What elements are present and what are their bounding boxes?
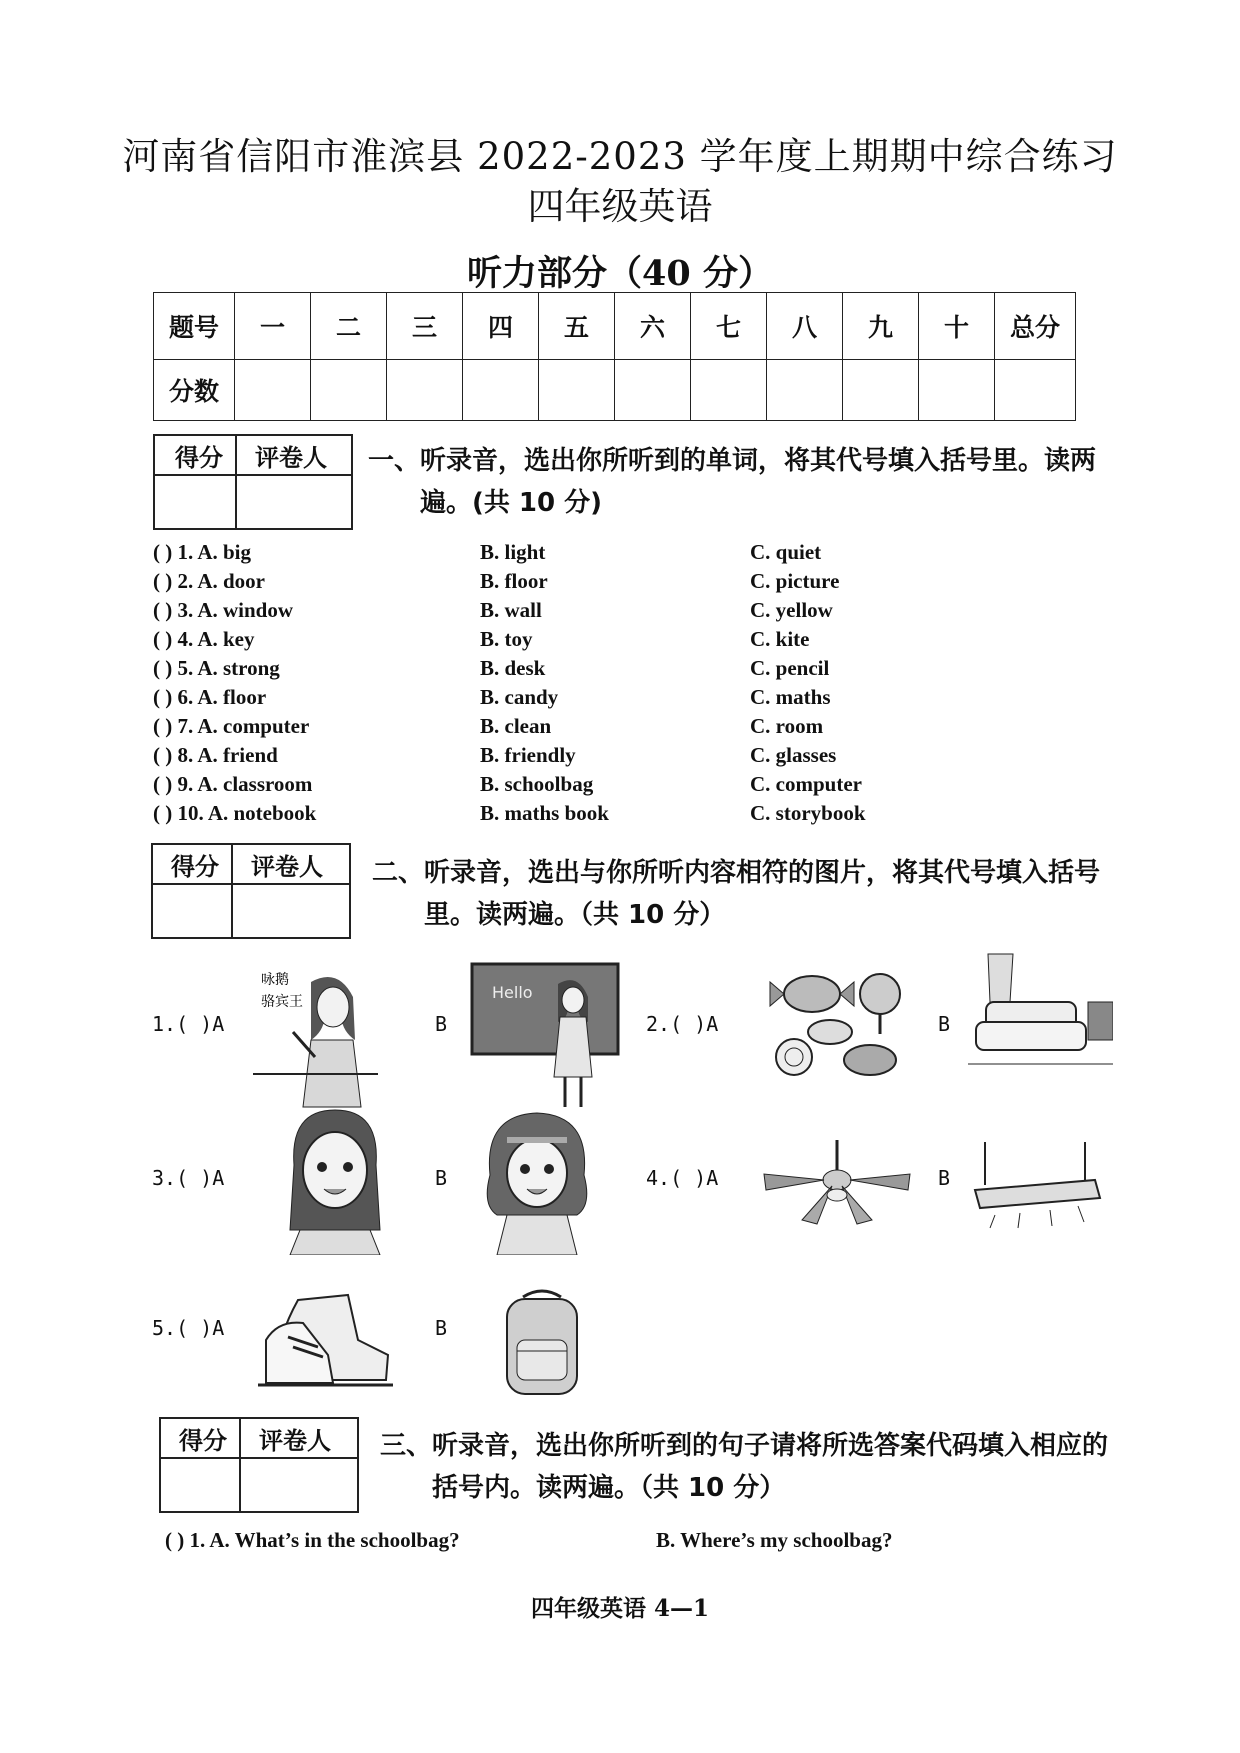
- question-1-option-c[interactable]: C. quiet: [750, 540, 822, 564]
- score-label: 得分: [175, 444, 223, 472]
- score-input-cell[interactable]: [691, 360, 767, 421]
- grader-label: 评卷人: [255, 444, 327, 472]
- question-9-option-c[interactable]: C. computer: [750, 772, 862, 796]
- score-input-cell[interactable]: [311, 360, 387, 421]
- living-room-sofa-picture[interactable]: [968, 952, 1113, 1077]
- blackboard-text: Hello: [492, 983, 533, 1002]
- score-cell: 一: [235, 293, 311, 360]
- section2-score-box: [151, 843, 351, 939]
- score-row-label: 分数: [154, 360, 235, 421]
- score-label: 得分: [179, 1427, 227, 1455]
- score-cell: 题号: [154, 293, 235, 360]
- section3-score-box: [159, 1417, 359, 1513]
- score-input-cell[interactable]: [767, 360, 843, 421]
- exam-title: 河南省信阳市淮滨县 2022-2023 学年度上期期中综合练习: [122, 135, 1118, 178]
- girl-curly-hair-picture[interactable]: [482, 1105, 592, 1255]
- section1-title: [368, 440, 1096, 524]
- pic-question-3-b-label[interactable]: B: [435, 1166, 448, 1190]
- grader-label: 评卷人: [251, 853, 323, 881]
- grader-label: 评卷人: [259, 1427, 331, 1455]
- score-cell: 五: [539, 293, 615, 360]
- section1-score-box: [153, 434, 353, 530]
- question-7-option-b[interactable]: B. clean: [480, 714, 552, 738]
- section1-title-line2: 遍。(共 10 分): [420, 488, 603, 518]
- pic-question-4-label[interactable]: 4.( )A: [646, 1166, 719, 1190]
- question-6-option-b[interactable]: B. candy: [480, 685, 559, 709]
- question-7-option-a[interactable]: ( ) 7. A. computer: [153, 714, 310, 738]
- section3-title: [380, 1425, 1108, 1509]
- score-table-header-row: [154, 293, 1076, 360]
- question-2-option-a[interactable]: ( ) 2. A. door: [153, 569, 265, 593]
- question-3-option-a[interactable]: ( ) 3. A. window: [153, 598, 294, 622]
- section2-title-line2: 里。读两遍。（共 10 分）: [424, 900, 726, 930]
- score-cell: 七: [691, 293, 767, 360]
- teacher-reading-poem-picture[interactable]: [253, 962, 378, 1112]
- score-input-cell[interactable]: [843, 360, 919, 421]
- score-input-cell[interactable]: [919, 360, 995, 421]
- section2-title-line1: 二、听录音，选出与你所听内容相符的图片，将其代号填入括号: [372, 858, 1101, 888]
- candies-picture[interactable]: [762, 962, 912, 1082]
- pic-question-4-b-label[interactable]: B: [938, 1166, 951, 1190]
- score-cell: 四: [463, 293, 539, 360]
- question-9-option-a[interactable]: ( ) 9. A. classroom: [153, 772, 313, 796]
- question-9-option-b[interactable]: B. schoolbag: [480, 772, 594, 796]
- part-title: 听力部分（40 分）: [467, 253, 773, 294]
- question-3-option-b[interactable]: B. wall: [480, 598, 542, 622]
- score-label: 得分: [171, 853, 219, 881]
- question-10-option-c[interactable]: C. storybook: [750, 801, 866, 825]
- question-8-option-c[interactable]: C. glasses: [750, 743, 837, 767]
- score-cell: 二: [311, 293, 387, 360]
- teacher-blackboard-picture[interactable]: [470, 962, 620, 1112]
- pic-question-1-label[interactable]: 1.( )A: [152, 1012, 225, 1036]
- poem-title-text: 咏鹅: [261, 972, 289, 988]
- score-input-cell[interactable]: [387, 360, 463, 421]
- score-cell: 六: [615, 293, 691, 360]
- question-8-option-a[interactable]: ( ) 8. A. friend: [153, 743, 278, 767]
- score-table: [153, 292, 1076, 421]
- score-cell: 九: [843, 293, 919, 360]
- question-3-option-c[interactable]: C. yellow: [750, 598, 833, 622]
- question-4-option-a[interactable]: ( ) 4. A. key: [153, 627, 255, 651]
- section3-title-line1: 三、听录音，选出你所听到的句子请将所选答案代码填入相应的: [380, 1431, 1109, 1461]
- score-cell: 总分: [995, 293, 1076, 360]
- score-input-cell[interactable]: [995, 360, 1076, 421]
- score-cell: 八: [767, 293, 843, 360]
- schoolbag-picture[interactable]: [495, 1285, 590, 1400]
- question-1-option-b[interactable]: B. light: [480, 540, 546, 564]
- question-4-option-c[interactable]: C. kite: [750, 627, 810, 651]
- score-input-cell[interactable]: [463, 360, 539, 421]
- pic-question-5-b-label[interactable]: B: [435, 1316, 448, 1340]
- question-10-option-a[interactable]: ( ) 10. A. notebook: [153, 801, 317, 825]
- question-2-option-c[interactable]: C. picture: [750, 569, 840, 593]
- question-10-option-b[interactable]: B. maths book: [480, 801, 609, 825]
- question-5-option-c[interactable]: C. pencil: [750, 656, 830, 680]
- sneakers-picture[interactable]: [258, 1285, 393, 1395]
- pic-question-2-b-label[interactable]: B: [938, 1012, 951, 1036]
- pic-question-2-label[interactable]: 2.( )A: [646, 1012, 719, 1036]
- question-5-option-a[interactable]: ( ) 5. A. strong: [153, 656, 280, 680]
- page-footer: 四年级英语 4—1: [530, 1595, 709, 1622]
- score-cell: 三: [387, 293, 463, 360]
- score-cell: 十: [919, 293, 995, 360]
- exam-subtitle: 四年级英语: [527, 185, 713, 228]
- girl-long-hair-picture[interactable]: [280, 1105, 390, 1255]
- question-1-option-a[interactable]: ( ) 1. A. big: [153, 540, 252, 564]
- question-2-option-b[interactable]: B. floor: [480, 569, 548, 593]
- score-input-cell[interactable]: [539, 360, 615, 421]
- question-4-option-b[interactable]: B. toy: [480, 627, 533, 651]
- question-6-option-a[interactable]: ( ) 6. A. floor: [153, 685, 267, 709]
- pic-question-1-b-label[interactable]: B: [435, 1012, 448, 1036]
- section1-title-line1: 一、听录音，选出你所听到的单词，将其代号填入括号里。读两: [368, 446, 1097, 476]
- pic-question-3-label[interactable]: 3.( )A: [152, 1166, 225, 1190]
- ceiling-fan-picture[interactable]: [762, 1140, 912, 1230]
- question-8-option-b[interactable]: B. friendly: [480, 743, 576, 767]
- score-input-cell[interactable]: [235, 360, 311, 421]
- section3-title-line2: 括号内。读两遍。（共 10 分）: [432, 1473, 786, 1503]
- score-table-score-row: [154, 360, 1076, 421]
- section2-title: [372, 852, 1100, 936]
- question-5-option-b[interactable]: B. desk: [480, 656, 546, 680]
- ceiling-light-picture[interactable]: [960, 1140, 1110, 1235]
- question-6-option-c[interactable]: C. maths: [750, 685, 831, 709]
- score-input-cell[interactable]: [615, 360, 691, 421]
- pic-question-5-label[interactable]: 5.( )A: [152, 1316, 225, 1340]
- poem-author-text: 骆宾王: [261, 994, 303, 1010]
- section3-question-1-option-a[interactable]: ( ) 1. A. What’s in the schoolbag?: [165, 1528, 460, 1552]
- question-7-option-c[interactable]: C. room: [750, 714, 824, 738]
- section3-question-1-option-b[interactable]: B. Where’s my schoolbag?: [656, 1528, 893, 1552]
